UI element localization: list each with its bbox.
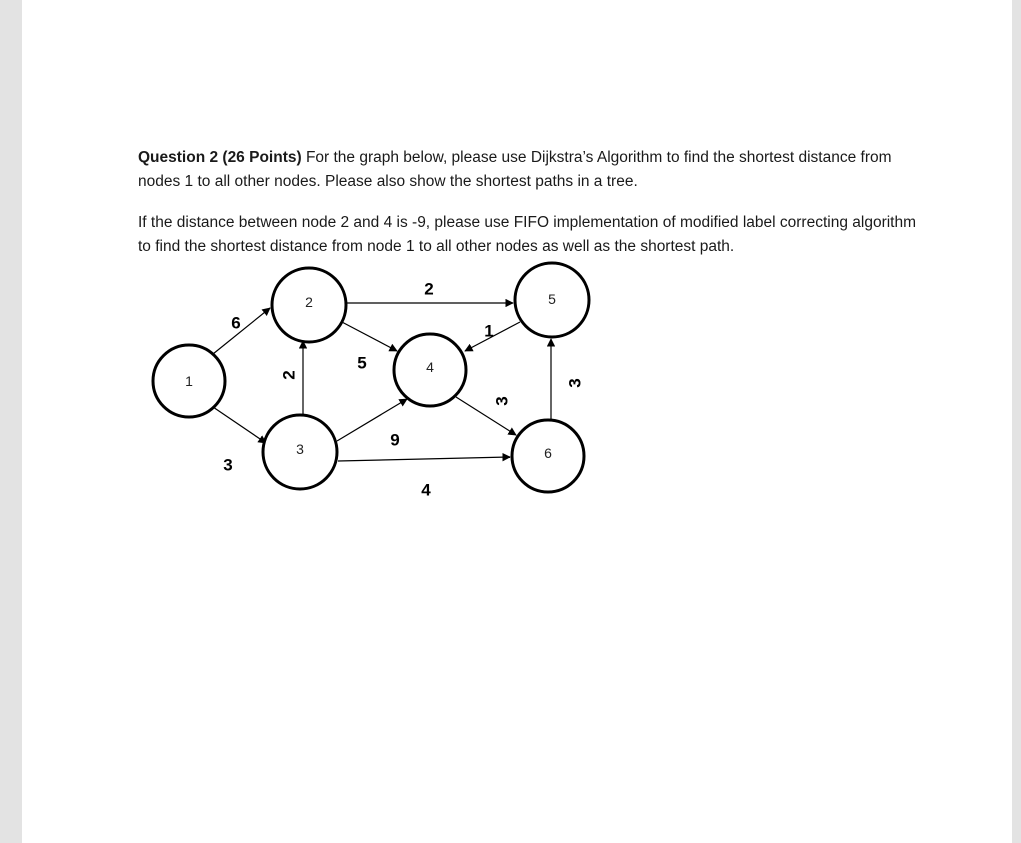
edge-1-2 [213,308,270,354]
question-paragraph-2: If the distance between node 2 and 4 is -9, please use FIFO implementation of modified label correcting algorithm to find the shortest distance from node 1 to all other nodes as well as the shortest path. [138,214,917,255]
node-4-label: 4 [426,359,434,375]
weight-5-4: 1 [484,321,494,341]
weight-2-4: 5 [357,353,367,373]
node-6 [512,420,584,492]
node-1 [153,345,225,417]
weight-3-2: 2 [279,370,299,380]
node-2-label: 2 [305,294,313,310]
node-3-label: 3 [296,441,304,457]
node-1-label: 1 [185,373,193,389]
weight-1-3: 3 [223,455,233,475]
node-5-label: 5 [548,291,556,307]
weight-6-5: 3 [565,378,585,388]
edge-3-6 [338,457,510,461]
node-2 [272,268,346,342]
weight-3-4: 9 [390,430,400,450]
weight-3-6: 4 [421,480,431,500]
weight-4-6: 3 [492,396,512,406]
question-title: Question 2 (26 Points) [138,149,302,166]
weight-1-2: 6 [231,313,241,333]
edge-1-3 [213,407,266,443]
node-6-label: 6 [544,445,552,461]
weight-2-5: 2 [424,279,434,299]
node-5 [515,263,589,337]
node-4 [394,334,466,406]
node-3 [263,415,337,489]
question-text-1: For the graph below, please use Dijkstra’s Algorithm to find the shortest distance from nodes 1 to all other nodes. Please also show the shortest paths in a tree. [138,149,892,190]
edge-2-4 [340,321,397,351]
